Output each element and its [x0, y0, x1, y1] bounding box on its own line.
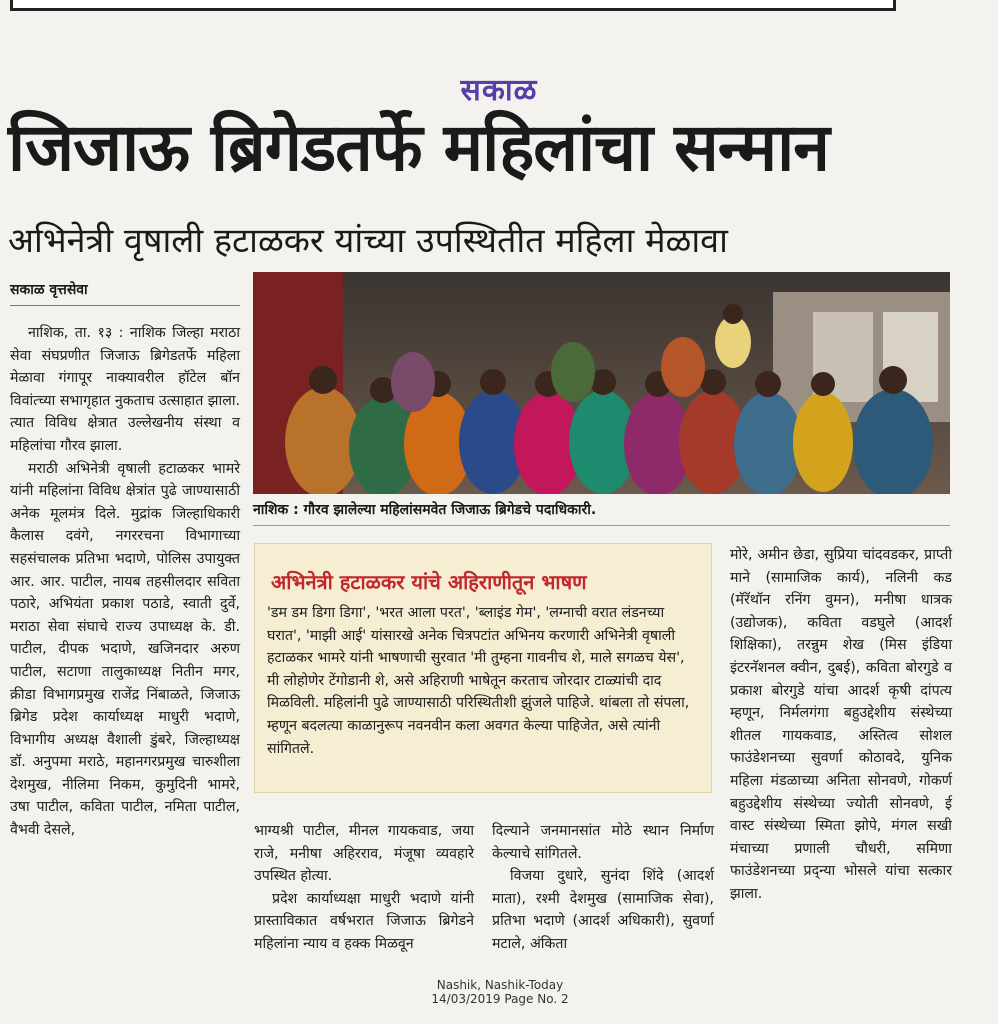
paragraph: भाग्यश्री पाटील, मीनल गायकवाड, जया राजे, मनीषा अहिरराव, मंजूषा व्यवहारे उपस्थित होत्या. [254, 823, 474, 885]
sidebar-box [254, 543, 712, 793]
article-column-1 [10, 322, 240, 842]
paragraph: नाशिक, ता. १३ : नाशिक जिल्हा मराठा सेवा संघप्रणीत जिजाऊ ब्रिगेडतर्फे महिला मेळावा गंगापूर नाक्यावरील हॉटेल बॉन विवांत्च्या सभागृहात नुकताच उत्साहात झाला. त्यात विविध क्षेत्रात उल्लेखनीय संस्था व महिलांचा गौरव झाला. [10, 325, 241, 454]
masthead-logo: सकाळ [460, 73, 538, 108]
paragraph: दिल्याने जनमानसांत मोठे स्थान निर्माण केल्याचे सांगितले. [492, 823, 714, 862]
group-photo-image [253, 272, 950, 494]
article-column-3 [492, 820, 714, 956]
photo-caption: नाशिक : गौरव झालेल्या महिलांसमवेत जिजाऊ ब्रिगेडचे पदाधिकारी. [253, 500, 950, 526]
footer-edition: Nashik, Nashik-Today [436, 978, 564, 992]
article-column-2 [254, 820, 474, 956]
paragraph: मराठी अभिनेत्री वृषाली हटाळकर भामरे यांनी महिलांना विविध क्षेत्रांत पुढे जाण्यासाठी अनेक मूलमंत्र दिले. मुद्रांक जिल्हाधिकारी कैलास दवंगे, नगररचना विभागाच्या सहसंचालक प्रतिभा भदाणे, पोलिस उपायुक्त आर. आर. पाटील, नायब तहसीलदार सविता पठारे, अभियंता प्रकाश पठाडे, स्वाती दुर्वे, मराठा सेवा संघाचे राज्य उपाध्यक्ष के. डी. पाटील, दीपक भदाणे, खजिनदार अरुण पाटील, सटाणा तालुकाध्यक्ष नितीन मगर, क्रीडा विभागप्रमुख राजेंद्र निंबाळते, जिजाऊ ब्रिगेड प्रदेश कार्याध्यक्ष माधुरी भदाणे, विभागीय अध्यक्ष वैशाली डुंबरे, जिल्हाध्यक्ष डॉ. अनुपमा मराठे, महानगरप्रमुख चारुशीला देशमुख, नीलिमा निकम, कुमुदिनी भामरे, उषा पाटील, कविता पाटील, नमिता पाटील, वैभवी देसले, [10, 460, 240, 839]
article-column-4 [730, 544, 952, 906]
headline: जिजाऊ ब्रिगेडतर्फे महिलांचा सन्मान [8, 109, 829, 186]
footer-date-page: 14/03/2019 Page No. 2 [431, 992, 569, 1006]
paragraph: मोरे, अमीन छेडा, सुप्रिया चांदवडकर, प्राप्ती माने (सामाजिक कार्य), नलिनी कड (मॅरॅथॉन रनिंग वुमन), मनीषा धात्रक (उद्योजक), कविता वडघुले (आदर्श शिक्षिका), तरन्नुम शेख (मिस इंडिया इंटरनॅशनल क्वीन, दुबई), कविता बोरगुडे व प्रकाश बोरगुडे यांचा आदर्श कृषी दांपत्य म्हणून, निर्मलगंगा बहुउद्देशीय संस्थेच्या शीतल गायकवाड, अस्तित्व सोशल फाउंडेशनच्या सुवर्णा कोठावदे, युनिक महिला मंडळाच्या अनिता सोनवणे, गोकर्ण बहुउद्देशीय संस्थेच्या ज्योती सोनवणे, ई वास्ट संस्थेच्या स्मिता झोपे, मंगल सखी मंचाच्या प्रणाली चौधरी, समिणा फाउंडेशनच्या प्रद्न्या भोसले यांचा सत्कार झाला. [730, 547, 952, 902]
sidebar-box-text: 'डम डम डिगा डिगा', 'भरत आला परत', 'ब्लाइंड गेम', 'लग्नाची वरात लंडनच्या घरात', 'माझी आई' यांसारखे अनेक चित्रपटांत अभिनय करणारी अभिनेत्री वृषाली हटाळकर भामरे यांनी भाषणाची सुरवात 'मी तुम्हना गावनीच शे, माले सगळच येस', मी लोहोणेर टेंगोडानी शे, असे अहिराणी भाषेतून करताच जोरदार टाळ्यांची दाद मिळविली. महिलांनी पुढे जाण्यासाठी परिस्थितीशी झुंजले पाहिजे. थांबला तो संपला, म्हणून बदलत्या काळानुरूप नवनवीन कला अवगत केल्या पाहिजेत, असे त्यांनी सांगितले. [267, 605, 690, 757]
top-border-box [10, 0, 896, 11]
paragraph: विजया दुधारे, सुनंदा शिंदे (आदर्श माता), रश्मी देशमुख (सामाजिक सेवा), प्रतिभा भदाणे (आदर्श अधिकारी), सुवर्णा मटाले, अंकिता [492, 868, 714, 952]
group-photo [253, 272, 950, 494]
page-footer [400, 978, 600, 1006]
sidebar-box-title: अभिनेत्री हटाळकर यांचे अहिराणीतून भाषण [271, 570, 587, 594]
byline: सकाळ वृत्तसेवा [10, 280, 240, 306]
paragraph: प्रदेश कार्याध्यक्षा माधुरी भदाणे यांनी प्रास्ताविकात वर्षभरात जिजाऊ ब्रिगेडने महिलांना न्याय व हक्क मिळवून [254, 890, 474, 952]
subheadline: अभिनेत्री वृषाली हटाळकर यांच्या उपस्थितीत महिला मेळावा [8, 221, 728, 261]
